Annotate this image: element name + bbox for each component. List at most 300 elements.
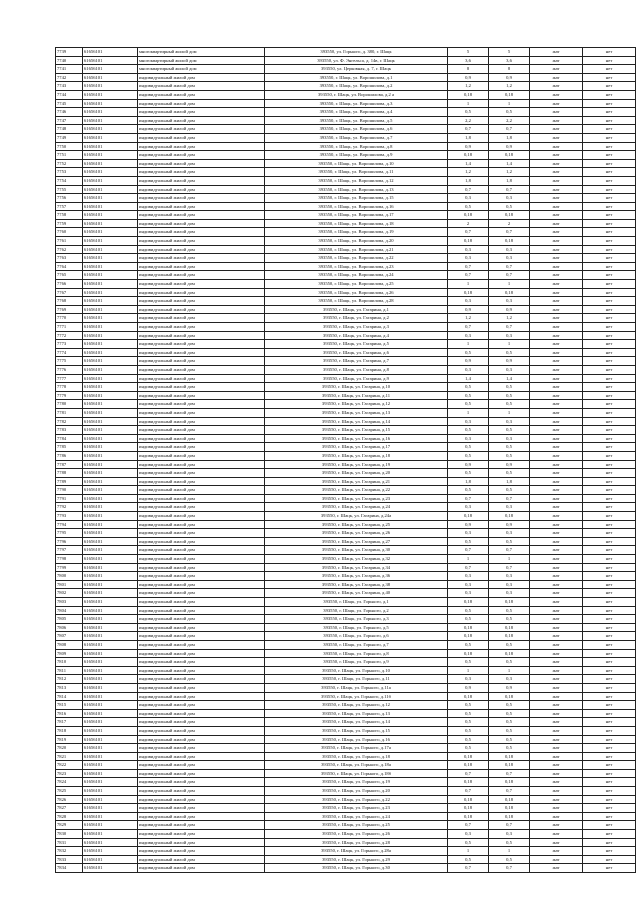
- oktmo-code-cell: 61656101: [83, 133, 138, 142]
- building-type-cell: индивидуальный жилой дом: [138, 108, 265, 117]
- value-a-cell: 0,3: [448, 675, 489, 684]
- value-a-cell: 0,18: [448, 692, 489, 701]
- address-cell: 393550, г. Шацк, ул. Горького, д.15: [265, 726, 448, 735]
- address-cell: 393550, г. Шацк, ул. Горького, д.24: [265, 812, 448, 821]
- table-row: [56, 520, 636, 529]
- building-type-cell: индивидуальный жилой дом: [138, 194, 265, 203]
- oktmo-code-cell: 61656101: [83, 365, 138, 374]
- flag-cell: нет: [583, 426, 636, 435]
- flag-cell: нет: [583, 82, 636, 91]
- flag-cell: нет: [583, 830, 636, 839]
- category-cell: жат: [530, 202, 583, 211]
- address-cell: 393550, г. Шацк, ул. Гагарина, д.27: [265, 537, 448, 546]
- address-cell: 393550, г. Шацк, ул. Горького, д.6: [265, 632, 448, 641]
- row-number-cell: 7742: [56, 73, 83, 82]
- row-number-cell: 7812: [56, 675, 83, 684]
- oktmo-code-cell: 61656101: [83, 640, 138, 649]
- value-b-cell: 0,3: [489, 331, 530, 340]
- oktmo-code-cell: 61656101: [83, 666, 138, 675]
- value-b-cell: 0,7: [489, 864, 530, 873]
- table-row: [56, 245, 636, 254]
- flag-cell: нет: [583, 108, 636, 117]
- building-type-cell: индивидуальный жилой дом: [138, 280, 265, 289]
- value-a-cell: 0,7: [448, 563, 489, 572]
- oktmo-code-cell: 61656101: [83, 512, 138, 521]
- value-a-cell: 0,5: [448, 726, 489, 735]
- row-number-cell: 7739: [56, 48, 83, 57]
- value-a-cell: 0,18: [448, 288, 489, 297]
- address-cell: 393550, г. Шацк, ул. Гагарина, д.34: [265, 563, 448, 572]
- oktmo-code-cell: 61656101: [83, 383, 138, 392]
- row-number-cell: 7826: [56, 795, 83, 804]
- building-type-cell: индивидуальный жилой дом: [138, 460, 265, 469]
- address-cell: 393550, г. Шацк, ул. Гагарина, д.12: [265, 400, 448, 409]
- oktmo-code-cell: 61656101: [83, 400, 138, 409]
- row-number-cell: 7776: [56, 365, 83, 374]
- oktmo-code-cell: 61656101: [83, 701, 138, 710]
- row-number-cell: 7747: [56, 116, 83, 125]
- category-cell: жат: [530, 563, 583, 572]
- address-cell: 393550, г. Шацк, ул. Горького, д.19: [265, 778, 448, 787]
- address-cell: 393550, г. Шацк, ул. Ворошилова, д.24: [265, 271, 448, 280]
- flag-cell: нет: [583, 314, 636, 323]
- table-row: [56, 426, 636, 435]
- value-b-cell: 0,5: [489, 469, 530, 478]
- category-cell: жат: [530, 529, 583, 538]
- building-type-cell: индивидуальный жилой дом: [138, 838, 265, 847]
- value-a-cell: 1,2: [448, 314, 489, 323]
- value-b-cell: 0,5: [489, 451, 530, 460]
- row-number-cell: 7801: [56, 580, 83, 589]
- oktmo-code-cell: 61656101: [83, 864, 138, 873]
- category-cell: жат: [530, 572, 583, 581]
- value-a-cell: 0,3: [448, 589, 489, 598]
- oktmo-code-cell: 61656101: [83, 598, 138, 607]
- table-row: [56, 159, 636, 168]
- oktmo-code-cell: 61656101: [83, 804, 138, 813]
- category-cell: жат: [530, 451, 583, 460]
- table-row: [56, 795, 636, 804]
- category-cell: жат: [530, 598, 583, 607]
- building-type-cell: индивидуальный жилой дом: [138, 821, 265, 830]
- value-b-cell: 0,7: [489, 323, 530, 332]
- address-cell: 393550, г. Шацк, ул. Горького, д.28а: [265, 847, 448, 856]
- flag-cell: нет: [583, 451, 636, 460]
- flag-cell: нет: [583, 546, 636, 555]
- category-cell: жат: [530, 90, 583, 99]
- category-cell: жат: [530, 176, 583, 185]
- flag-cell: нет: [583, 185, 636, 194]
- row-number-cell: 7797: [56, 546, 83, 555]
- value-b-cell: 0,5: [489, 426, 530, 435]
- value-a-cell: 0,9: [448, 142, 489, 151]
- row-number-cell: 7772: [56, 331, 83, 340]
- row-number-cell: 7767: [56, 288, 83, 297]
- address-cell: 393550, г. Шацк, ул. Гагарина, д.25: [265, 520, 448, 529]
- oktmo-code-cell: 61656101: [83, 555, 138, 564]
- address-cell: 393550, г. Шацк, ул. Гагарина, д.15: [265, 426, 448, 435]
- address-cell: 393550, г. Шацк, ул. Ворошилова, д.2: [265, 82, 448, 91]
- building-type-cell: индивидуальный жилой дом: [138, 314, 265, 323]
- oktmo-code-cell: 61656101: [83, 615, 138, 624]
- building-type-cell: индивидуальный жилой дом: [138, 486, 265, 495]
- value-a-cell: 0,7: [448, 185, 489, 194]
- category-cell: жат: [530, 151, 583, 160]
- building-type-cell: индивидуальный жилой дом: [138, 469, 265, 478]
- flag-cell: нет: [583, 683, 636, 692]
- value-a-cell: 0,18: [448, 761, 489, 770]
- address-cell: 393550, г. Шацк, ул. Горького, д.17а: [265, 744, 448, 753]
- table-row: [56, 555, 636, 564]
- value-b-cell: 0,5: [489, 383, 530, 392]
- oktmo-code-cell: 61656101: [83, 847, 138, 856]
- building-type-cell: индивидуальный жилой дом: [138, 606, 265, 615]
- oktmo-code-cell: 61656101: [83, 417, 138, 426]
- value-b-cell: 0,5: [489, 486, 530, 495]
- category-cell: жат: [530, 305, 583, 314]
- building-type-cell: индивидуальный жилой дом: [138, 348, 265, 357]
- category-cell: жат: [530, 580, 583, 589]
- table-row: [56, 804, 636, 813]
- address-cell: 393550, г. Шацк, ул. Ворошилова, д.18: [265, 219, 448, 228]
- building-type-cell: индивидуальный жилой дом: [138, 202, 265, 211]
- flag-cell: нет: [583, 692, 636, 701]
- value-b-cell: 1,8: [489, 133, 530, 142]
- building-type-cell: индивидуальный жилой дом: [138, 340, 265, 349]
- table-row: [56, 142, 636, 151]
- value-a-cell: 0,3: [448, 194, 489, 203]
- row-number-cell: 7790: [56, 486, 83, 495]
- address-cell: 393550, г. Шацк, ул. Горького, д.18б: [265, 769, 448, 778]
- table-row: [56, 761, 636, 770]
- address-cell: 393550, г. Шацк, ул. Гагарина, д.7: [265, 357, 448, 366]
- value-b-cell: 0,5: [489, 108, 530, 117]
- row-number-cell: 7773: [56, 340, 83, 349]
- table-row: [56, 237, 636, 246]
- flag-cell: нет: [583, 211, 636, 220]
- value-a-cell: 2,2: [448, 116, 489, 125]
- value-a-cell: 0,3: [448, 365, 489, 374]
- value-a-cell: 1,8: [448, 133, 489, 142]
- value-b-cell: 0,3: [489, 589, 530, 598]
- row-number-cell: 7791: [56, 494, 83, 503]
- flag-cell: нет: [583, 348, 636, 357]
- value-a-cell: 0,7: [448, 787, 489, 796]
- table-row: [56, 726, 636, 735]
- flag-cell: нет: [583, 752, 636, 761]
- building-type-cell: индивидуальный жилой дом: [138, 443, 265, 452]
- oktmo-code-cell: 61656101: [83, 812, 138, 821]
- table-row: [56, 821, 636, 830]
- value-b-cell: 1,8: [489, 176, 530, 185]
- address-cell: 393550, г. Шацк, ул. Гагарина, д.4: [265, 331, 448, 340]
- flag-cell: нет: [583, 615, 636, 624]
- address-cell: 393550, г. Шацк, ул. Ворошилова, д.16: [265, 202, 448, 211]
- address-cell: 393550, г. Шацк, ул. Горького, д.10: [265, 666, 448, 675]
- value-b-cell: 0,7: [489, 494, 530, 503]
- housing-register-table: [55, 47, 636, 873]
- table-row: [56, 752, 636, 761]
- table-row: [56, 408, 636, 417]
- table-row: [56, 434, 636, 443]
- table-row: [56, 168, 636, 177]
- row-number-cell: 7800: [56, 572, 83, 581]
- category-cell: жат: [530, 632, 583, 641]
- row-number-cell: 7782: [56, 417, 83, 426]
- category-cell: жат: [530, 408, 583, 417]
- category-cell: жат: [530, 142, 583, 151]
- address-cell: 393550, г. Шацк, ул. Ворошилова, д.5: [265, 116, 448, 125]
- row-number-cell: 7749: [56, 133, 83, 142]
- address-cell: 393550, г. Шацк, ул. Ворошилова, д.15: [265, 194, 448, 203]
- flag-cell: нет: [583, 606, 636, 615]
- value-a-cell: 0,5: [448, 744, 489, 753]
- value-b-cell: 0,5: [489, 701, 530, 710]
- value-b-cell: 1,2: [489, 168, 530, 177]
- value-b-cell: 0,7: [489, 185, 530, 194]
- building-type-cell: индивидуальный жилой дом: [138, 744, 265, 753]
- category-cell: жат: [530, 847, 583, 856]
- table-row: [56, 744, 636, 753]
- address-cell: 393550, г. Шацк, ул. Ворошилова, д.4: [265, 108, 448, 117]
- value-a-cell: 0,5: [448, 451, 489, 460]
- table-row: [56, 348, 636, 357]
- category-cell: жат: [530, 185, 583, 194]
- category-cell: жат: [530, 752, 583, 761]
- building-type-cell: индивидуальный жилой дом: [138, 692, 265, 701]
- value-b-cell: 1: [489, 408, 530, 417]
- category-cell: жат: [530, 486, 583, 495]
- table-row: [56, 194, 636, 203]
- table-row: [56, 357, 636, 366]
- address-cell: 393550, г. Шацк, ул. Гагарина, д.22: [265, 486, 448, 495]
- value-a-cell: 0,5: [448, 469, 489, 478]
- oktmo-code-cell: 61656101: [83, 838, 138, 847]
- building-type-cell: индивидуальный жилой дом: [138, 726, 265, 735]
- table-row: [56, 649, 636, 658]
- value-b-cell: 0,5: [489, 202, 530, 211]
- row-number-cell: 7806: [56, 623, 83, 632]
- oktmo-code-cell: 61656101: [83, 348, 138, 357]
- value-a-cell: 0,5: [448, 486, 489, 495]
- oktmo-code-cell: 61656101: [83, 477, 138, 486]
- building-type-cell: индивидуальный жилой дом: [138, 185, 265, 194]
- oktmo-code-cell: 61656101: [83, 305, 138, 314]
- category-cell: жат: [530, 245, 583, 254]
- table-row: [56, 563, 636, 572]
- value-a-cell: 0,3: [448, 297, 489, 306]
- address-cell: 393550, г. Шацк, ул. Горького, д.18: [265, 752, 448, 761]
- value-b-cell: 0,3: [489, 580, 530, 589]
- building-type-cell: индивидуальный жилой дом: [138, 563, 265, 572]
- flag-cell: нет: [583, 331, 636, 340]
- value-a-cell: 0,5: [448, 383, 489, 392]
- value-a-cell: 0,5: [448, 391, 489, 400]
- oktmo-code-cell: 61656101: [83, 692, 138, 701]
- value-b-cell: 0,7: [489, 228, 530, 237]
- address-cell: 393550, г. Шацк, ул. Ворошилова, д.10: [265, 159, 448, 168]
- address-cell: 393550, г. Шацк, ул. Ворошилова, д.21: [265, 245, 448, 254]
- flag-cell: нет: [583, 580, 636, 589]
- address-cell: 393550, г. Шацк, ул. Гагарина, д.20: [265, 469, 448, 478]
- category-cell: жат: [530, 314, 583, 323]
- address-cell: 393550, г. Шацк, ул. Гагарина, д.8: [265, 365, 448, 374]
- table-row: [56, 787, 636, 796]
- value-a-cell: 0,3: [448, 580, 489, 589]
- value-b-cell: 0,18: [489, 211, 530, 220]
- value-a-cell: 0,5: [448, 735, 489, 744]
- building-type-cell: индивидуальный жилой дом: [138, 228, 265, 237]
- value-a-cell: 0,3: [448, 529, 489, 538]
- flag-cell: нет: [583, 640, 636, 649]
- oktmo-code-cell: 61656101: [83, 288, 138, 297]
- category-cell: жат: [530, 65, 583, 74]
- category-cell: жат: [530, 821, 583, 830]
- row-number-cell: 7745: [56, 99, 83, 108]
- building-type-cell: индивидуальный жилой дом: [138, 262, 265, 271]
- value-b-cell: 0,18: [489, 512, 530, 521]
- table-row: [56, 271, 636, 280]
- flag-cell: нет: [583, 623, 636, 632]
- address-cell: 393550, г. Шацк, ул. Гагарина, д.5: [265, 340, 448, 349]
- building-type-cell: индивидуальный жилой дом: [138, 73, 265, 82]
- oktmo-code-cell: 61656101: [83, 108, 138, 117]
- value-b-cell: 0,5: [489, 744, 530, 753]
- oktmo-code-cell: 61656101: [83, 623, 138, 632]
- oktmo-code-cell: 61656101: [83, 572, 138, 581]
- address-cell: 393550, г. Шацк, ул. Гагарина, д.1: [265, 305, 448, 314]
- flag-cell: нет: [583, 701, 636, 710]
- oktmo-code-cell: 61656101: [83, 142, 138, 151]
- building-type-cell: индивидуальный жилой дом: [138, 752, 265, 761]
- flag-cell: нет: [583, 666, 636, 675]
- building-type-cell: индивидуальный жилой дом: [138, 623, 265, 632]
- row-number-cell: 7793: [56, 512, 83, 521]
- address-cell: 393550, г. Шацк, ул. Гагарина, д.18: [265, 451, 448, 460]
- value-b-cell: 0,7: [489, 821, 530, 830]
- category-cell: жат: [530, 666, 583, 675]
- oktmo-code-cell: 61656101: [83, 443, 138, 452]
- address-cell: 393550, г. Шацк, ул. Гагарина, д.13: [265, 408, 448, 417]
- oktmo-code-cell: 61656101: [83, 675, 138, 684]
- address-cell: 393550, г. Шацк, ул. Горького, д.9: [265, 658, 448, 667]
- table-row: [56, 90, 636, 99]
- flag-cell: нет: [583, 675, 636, 684]
- oktmo-code-cell: 61656101: [83, 434, 138, 443]
- flag-cell: нет: [583, 142, 636, 151]
- oktmo-code-cell: 61656101: [83, 314, 138, 323]
- flag-cell: нет: [583, 847, 636, 856]
- row-number-cell: 7741: [56, 65, 83, 74]
- register-table-body: [56, 48, 636, 873]
- value-a-cell: 0,18: [448, 804, 489, 813]
- table-row: [56, 108, 636, 117]
- value-b-cell: 1,2: [489, 82, 530, 91]
- oktmo-code-cell: 61656101: [83, 503, 138, 512]
- value-b-cell: 0,5: [489, 658, 530, 667]
- value-b-cell: 0,7: [489, 271, 530, 280]
- flag-cell: нет: [583, 254, 636, 263]
- oktmo-code-cell: 61656101: [83, 537, 138, 546]
- category-cell: жат: [530, 761, 583, 770]
- oktmo-code-cell: 61656101: [83, 245, 138, 254]
- table-row: [56, 709, 636, 718]
- address-cell: 393550, г. Шацк, ул. Гагарина, д.6: [265, 348, 448, 357]
- row-number-cell: 7821: [56, 752, 83, 761]
- oktmo-code-cell: 61656101: [83, 280, 138, 289]
- table-row: [56, 529, 636, 538]
- building-type-cell: индивидуальный жилой дом: [138, 477, 265, 486]
- value-a-cell: 0,5: [448, 855, 489, 864]
- row-number-cell: 7786: [56, 451, 83, 460]
- building-type-cell: индивидуальный жилой дом: [138, 632, 265, 641]
- category-cell: жат: [530, 125, 583, 134]
- value-b-cell: 0,18: [489, 598, 530, 607]
- address-cell: 393550, г. Шацк, ул. Горького, д.30: [265, 864, 448, 873]
- address-cell: 393550, ул. Ф. Энгельса, д. 14в, г. Шацк: [265, 56, 448, 65]
- flag-cell: нет: [583, 48, 636, 57]
- table-row: [56, 48, 636, 57]
- building-type-cell: индивидуальный жилой дом: [138, 615, 265, 624]
- category-cell: жат: [530, 383, 583, 392]
- oktmo-code-cell: 61656101: [83, 374, 138, 383]
- row-number-cell: 7830: [56, 830, 83, 839]
- table-row: [56, 735, 636, 744]
- category-cell: жат: [530, 606, 583, 615]
- flag-cell: нет: [583, 718, 636, 727]
- row-number-cell: 7764: [56, 262, 83, 271]
- table-row: [56, 855, 636, 864]
- category-cell: жат: [530, 555, 583, 564]
- value-a-cell: 0,3: [448, 331, 489, 340]
- building-type-cell: индивидуальный жилой дом: [138, 408, 265, 417]
- value-a-cell: 0,18: [448, 649, 489, 658]
- oktmo-code-cell: 61656101: [83, 744, 138, 753]
- row-number-cell: 7808: [56, 640, 83, 649]
- table-row: [56, 469, 636, 478]
- value-a-cell: 1: [448, 408, 489, 417]
- building-type-cell: индивидуальный жилой дом: [138, 735, 265, 744]
- category-cell: жат: [530, 168, 583, 177]
- value-b-cell: 0,18: [489, 812, 530, 821]
- table-row: [56, 692, 636, 701]
- table-row: [56, 176, 636, 185]
- category-cell: жат: [530, 340, 583, 349]
- oktmo-code-cell: 61656101: [83, 254, 138, 263]
- building-type-cell: индивидуальный жилой дом: [138, 795, 265, 804]
- row-number-cell: 7771: [56, 323, 83, 332]
- flag-cell: нет: [583, 408, 636, 417]
- row-number-cell: 7783: [56, 426, 83, 435]
- flag-cell: нет: [583, 598, 636, 607]
- building-type-cell: индивидуальный жилой дом: [138, 855, 265, 864]
- table-row: [56, 185, 636, 194]
- oktmo-code-cell: 61656101: [83, 99, 138, 108]
- value-b-cell: 1: [489, 555, 530, 564]
- building-type-cell: индивидуальный жилой дом: [138, 666, 265, 675]
- address-cell: 393550, г. Шацк, ул. Гагарина, д.24а: [265, 512, 448, 521]
- oktmo-code-cell: 61656101: [83, 855, 138, 864]
- building-type-cell: индивидуальный жилой дом: [138, 99, 265, 108]
- value-b-cell: 1,4: [489, 159, 530, 168]
- flag-cell: нет: [583, 812, 636, 821]
- oktmo-code-cell: 61656101: [83, 529, 138, 538]
- row-number-cell: 7818: [56, 726, 83, 735]
- flag-cell: нет: [583, 400, 636, 409]
- value-a-cell: 0,18: [448, 151, 489, 160]
- address-cell: 393550, г. Шацк, ул. Горького, д.2: [265, 606, 448, 615]
- address-cell: 393550, г. Шацк, ул. Горького, д.5: [265, 623, 448, 632]
